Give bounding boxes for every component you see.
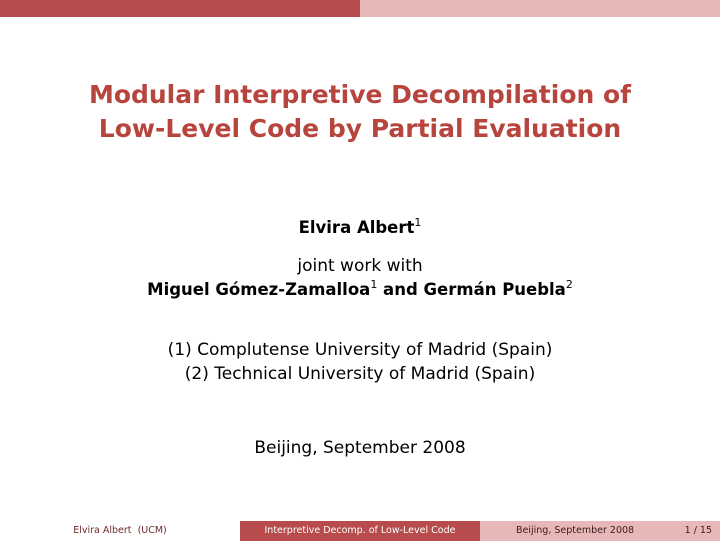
footer-page-number[interactable]: 1 / 15 bbox=[684, 525, 712, 536]
footer-date-page bbox=[480, 521, 720, 541]
slide-title-line-1: Modular Interpretive Decompilation of bbox=[88, 80, 632, 109]
coauthor-conjunction: and bbox=[377, 280, 424, 299]
top-header-bar-light bbox=[360, 0, 720, 17]
coauthor-1-affiliation-mark: 1 bbox=[370, 278, 378, 291]
top-header-bar bbox=[0, 0, 720, 17]
joint-work-text: joint work with bbox=[297, 256, 423, 276]
affiliation-2: (2) Technical University of Madrid (Spain) bbox=[184, 364, 536, 384]
slide-title bbox=[0, 78, 720, 146]
footer-bar bbox=[0, 521, 720, 541]
slide-title-line-2: Low-Level Code by Partial Evaluation bbox=[98, 114, 622, 143]
footer-author[interactable]: Elvira Albert (UCM) bbox=[0, 521, 240, 541]
coauthors bbox=[0, 280, 720, 299]
coauthor-2-name: Germán Puebla bbox=[423, 280, 566, 299]
coauthor-1-name: Miguel Gómez-Zamalloa bbox=[147, 280, 371, 299]
coauthor-2-affiliation-mark: 2 bbox=[565, 278, 573, 291]
footer-date[interactable]: Beijing, September 2008 bbox=[516, 525, 635, 536]
place-and-date: Beijing, September 2008 bbox=[254, 438, 466, 458]
affiliation-1: (1) Complutense University of Madrid (Spain) bbox=[167, 340, 553, 360]
top-header-bar-dark bbox=[0, 0, 360, 17]
main-author-name: Elvira Albert bbox=[298, 218, 415, 237]
footer-short-title[interactable]: Interpretive Decomp. of Low-Level Code bbox=[240, 521, 480, 541]
main-author-affiliation-mark: 1 bbox=[414, 216, 422, 229]
main-author bbox=[0, 218, 720, 237]
